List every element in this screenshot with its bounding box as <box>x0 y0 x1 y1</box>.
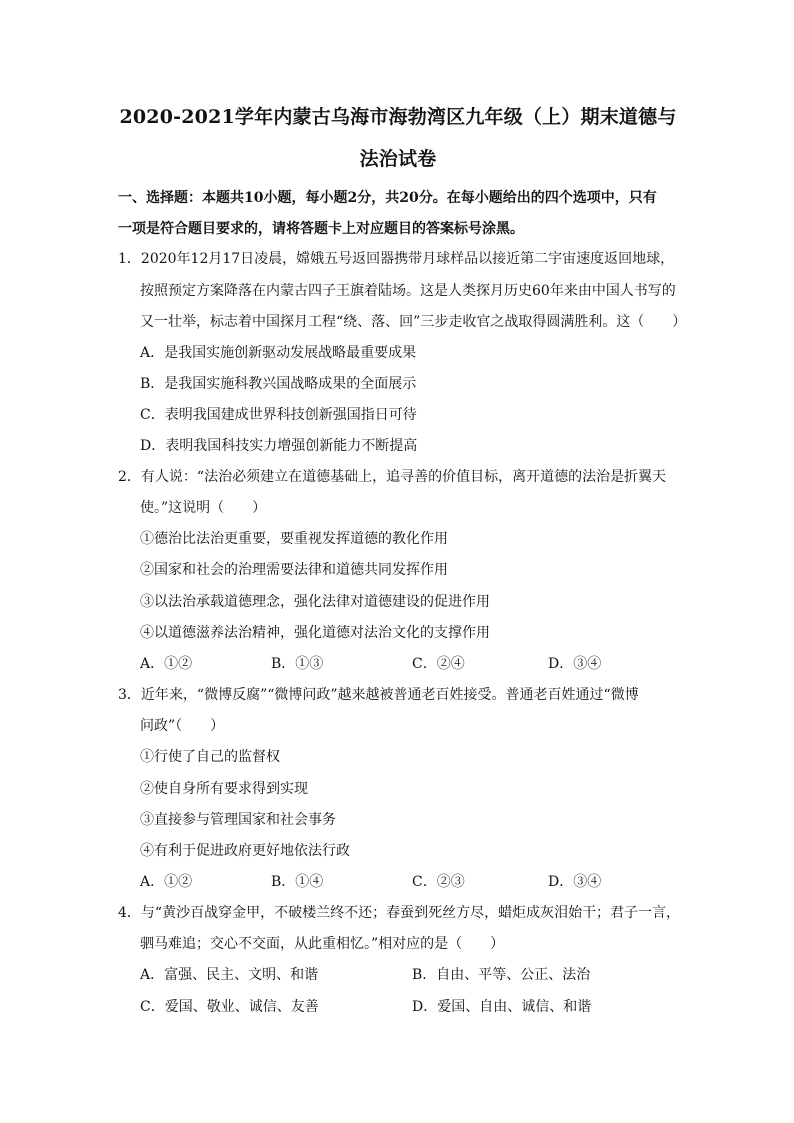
question-3-statement-1: ①行使了自己的监督权 <box>140 749 280 765</box>
section-heading-line1: 一、选择题：本题共10小题，每小题2分，共20分。在每小题给出的四个选项中，只有 <box>118 190 657 206</box>
question-2-option-a: A．①② <box>140 656 193 672</box>
question-2-statement-2: ②国家和社会的治理需要法律和道德共同发挥作用 <box>140 562 448 578</box>
question-1-line1: 1．2020年12月17日凌晨，嫦娥五号返回器携带月球样品以接近第二宇宙速度返回地球， <box>118 251 675 267</box>
question-3-option-d: D．③④ <box>548 874 602 890</box>
exam-title-line2: 法治试卷 <box>359 148 437 170</box>
question-1-option-d: D．表明我国科技实力增强创新能力不断提高 <box>140 438 418 454</box>
question-2-statement-4: ④以道德滋养法治精神，强化道德对法治文化的支撑作用 <box>140 625 490 641</box>
question-1-line3: 又一壮举，标志着中国探月工程“绕、落、回”三步走收官之战取得圆满胜利。这（ ） <box>140 314 687 330</box>
question-3-line1: 3．近年来，“微博反腐”“微博问政”越来越被普通老百姓接受。普通老百姓通过“微博 <box>118 687 639 703</box>
question-1-option-b: B．是我国实施科教兴国战略成果的全面展示 <box>140 376 417 392</box>
question-4-option-c: C．爱国、敬业、诚信、友善 <box>140 999 319 1015</box>
question-3-option-c: C．②③ <box>412 874 465 890</box>
question-4-line1: 4．与“黄沙百战穿金甲，不破楼兰终不还；春蚕到死丝方尽，蜡炬成灰泪始干；君子一言， <box>118 905 681 921</box>
section-heading-line2: 一项是符合题目要求的，请将答题卡上对应题目的答案标号涂黑。 <box>118 221 524 237</box>
question-4-option-a: A．富强、民主、文明、和谐 <box>140 967 319 983</box>
question-3-statement-2: ②使自身所有要求得到实现 <box>140 781 308 797</box>
question-1-line2: 按照预定方案降落在内蒙古四子王旗着陆场。这是人类探月历史60年来由中国人书写的 <box>140 283 676 299</box>
question-3-statement-3: ③直接参与管理国家和社会事务 <box>140 812 336 828</box>
question-4-option-d: D．爱国、自由、诚信、和谐 <box>412 999 592 1015</box>
question-4-line2: 驷马难追；交心不交面，从此重相忆。”相对应的是（ ） <box>140 936 505 952</box>
question-2-statement-1: ①德治比法治更重要，要重视发挥道德的教化作用 <box>140 531 448 547</box>
question-2-option-d: D．③④ <box>548 656 602 672</box>
question-3-option-a: A．①② <box>140 874 193 890</box>
question-2-option-b: B．①③ <box>271 656 324 672</box>
question-3-line2: 问政”（ ） <box>140 718 225 734</box>
exam-title-line1: 2020-2021学年内蒙古乌海市海勃湾区九年级（上）期末道德与 <box>119 106 677 128</box>
question-1-option-c: C．表明我国建成世界科技创新强国指日可待 <box>140 407 417 423</box>
question-2-option-c: C．②④ <box>412 656 465 672</box>
question-3-statement-4: ④有利于促进政府更好地依法行政 <box>140 843 350 859</box>
question-2-line2: 使。”这说明（ ） <box>140 500 267 516</box>
question-3-option-b: B．①④ <box>271 874 324 890</box>
question-1-option-a: A．是我国实施创新驱动发展战略最重要成果 <box>140 345 417 361</box>
question-4-option-b: B．自由、平等、公正、法治 <box>412 967 591 983</box>
question-2-statement-3: ③以法治承载道德理念，强化法律对道德建设的促进作用 <box>140 594 490 610</box>
question-2-line1: 2．有人说：“法治必须建立在道德基础上，追寻善的价值目标，离开道德的法治是折翼天 <box>118 469 667 485</box>
